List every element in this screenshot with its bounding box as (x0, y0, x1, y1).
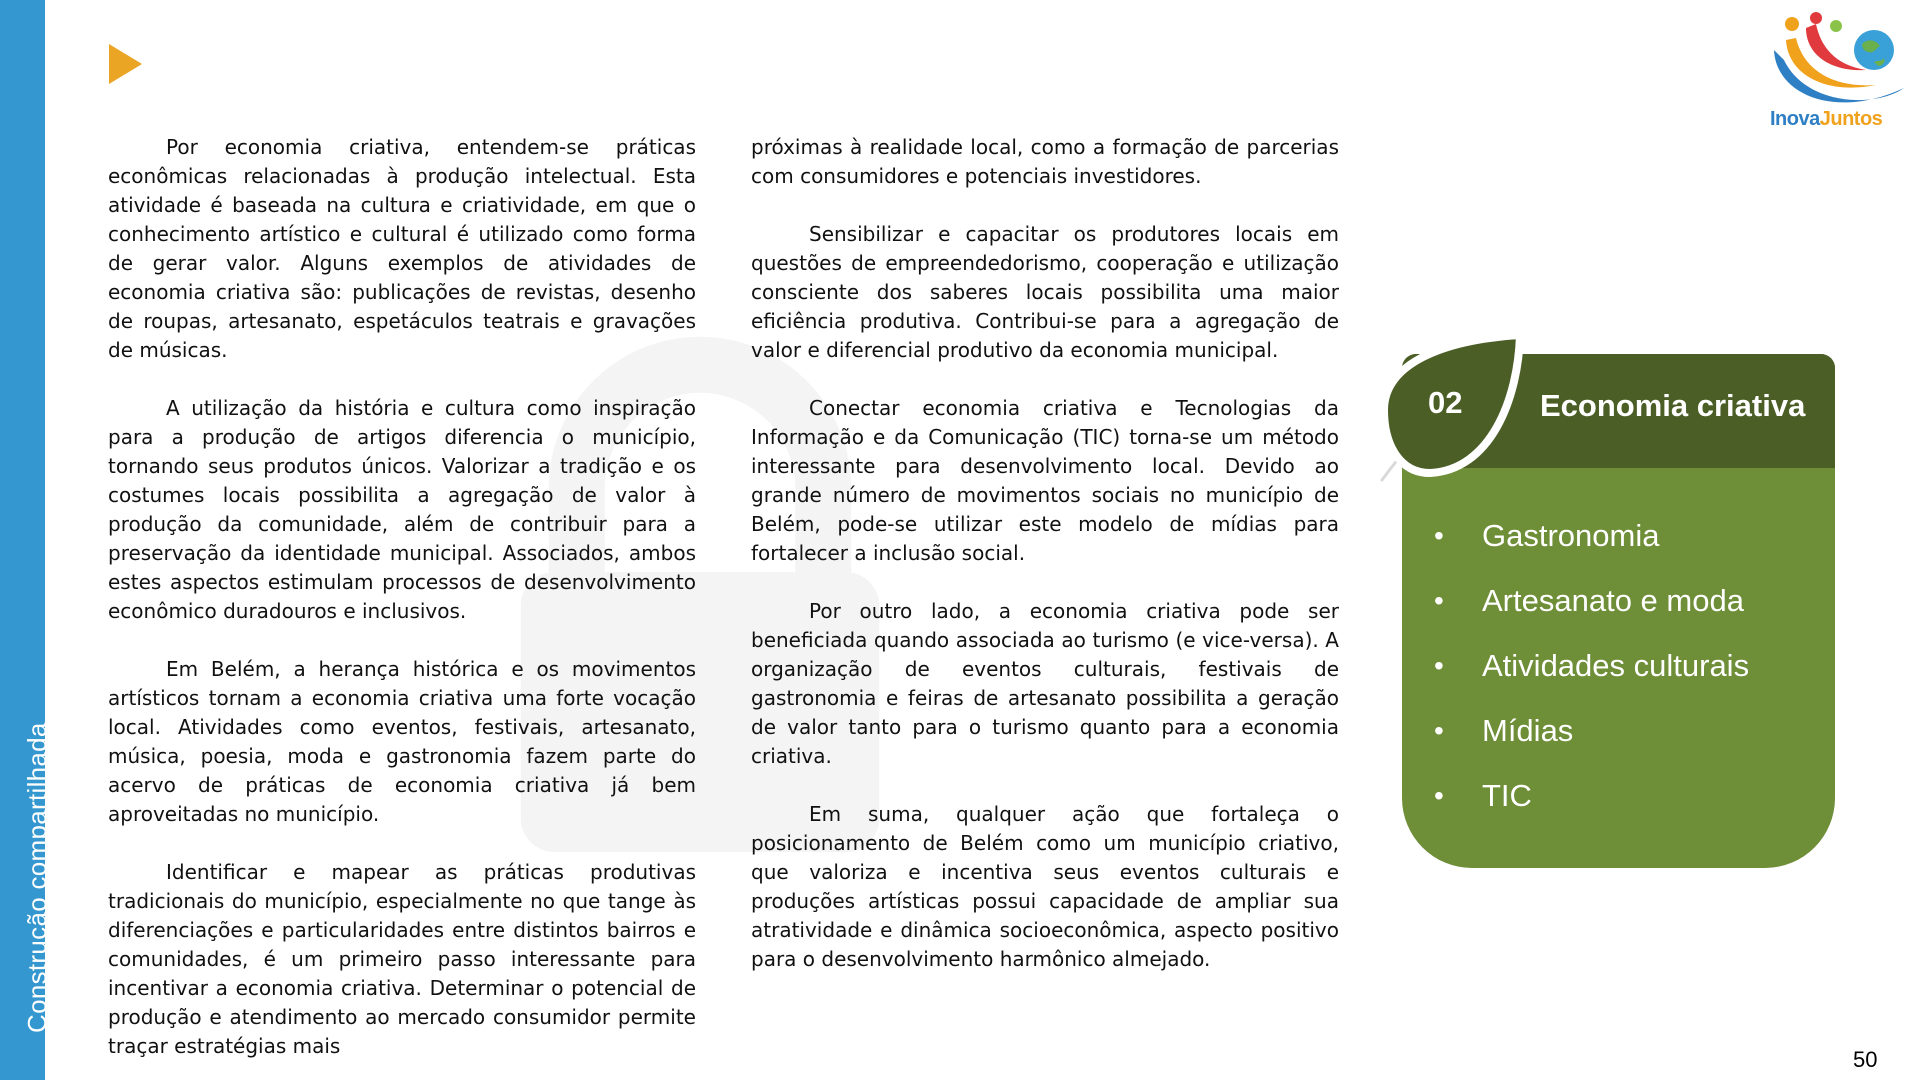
list-item: • Gastronomia (1434, 510, 1749, 575)
list-item: • Mídias (1434, 705, 1749, 770)
text-column-right (751, 133, 1339, 1003)
paragraph: A utilização da história e cultura como inspiração para a produção de artigos diferencia o município, tornando seus produtos únicos. Valorizar a tradição e os costumes locais possibilita a agregação de valor à produção da comunidade, além de contribuir para a preservação da identidade municipal. Associados, ambos estes aspectos estimulam processos de desenvolvimento econômico duradouros e inclusivos. (108, 396, 696, 623)
paragraph: Sensibilizar e capacitar os produtores locais em questões de empreendedorismo, cooperação e utilização consciente dos saberes locais possibilita uma maior eficiência produtiva. Contribui-se para a agregação de valor e diferencial produtivo da economia municipal. (751, 222, 1339, 362)
text-column-left (108, 133, 696, 1090)
sidebar-label: Construção compartilhada (22, 722, 52, 1033)
logo-text-inova: Inova (1770, 108, 1820, 130)
page-number: 50 (1853, 1047, 1878, 1072)
list-item: • Artesanato e moda (1434, 575, 1749, 640)
paragraph: Por outro lado, a economia criativa pode ser beneficiada quando associada ao turismo (e vice-versa). A organização de eventos culturais, festivais de gastronomia e feiras de artesanato possibilita a geração de valor tanto para o turismo quanto para a economia criativa. (751, 599, 1339, 768)
paragraph: Identificar e mapear as práticas produtivas tradicionais do município, especialmente no que tange às diferenciações e particularidades entre distintos bairros e comunidades, é um primeiro passo interessante para incentivar a economia criativa. Determinar o potencial de produção e atendimento ao mercado consumidor permite traçar estratégias mais (108, 860, 696, 1058)
paragraph: Em Belém, a herança histórica e os movimentos artísticos tornam a economia criativa uma forte vocação local. Atividades como eventos, festivais, artesanato, música, poesia, moda e gastronomia fazem parte do acervo de práticas de economia criativa já bem aproveitadas no município. (108, 657, 696, 826)
paragraph: Por economia criativa, entendem-se práticas econômicas relacionadas à produção intelectual. Esta atividade é baseada na cultura e criatividade, em que o conhecimento artístico e cultural é utilizado como forma de gerar valor. Alguns exemplos de atividades de economia criativa são: publicações de revistas, desenho de roupas, artesanato, espetáculos teatrais e gravações de músicas. (108, 135, 696, 362)
topic-number: 02 (1428, 385, 1463, 420)
topic-list (1434, 510, 1749, 835)
paragraph: Conectar economia criativa e Tecnologias da Informação e da Comunicação (TIC) torna-se um método interessante para desenvolvimento local. Devido ao grande número de movimentos sociais no município de Belém, pode-se utilizar este modelo de mídias para fortalecer a inclusão social. (751, 396, 1339, 565)
sidebar (0, 0, 52, 1080)
list-item: • TIC (1434, 770, 1749, 835)
logo-wordmark (1770, 108, 1882, 131)
paragraph: Em suma, qualquer ação que fortaleça o posicionamento de Belém como um município criativo, que valoriza e incentiva seus eventos culturais e produções artísticas possui capacidade de ampliar sua atratividade e dinâmica socioeconômica, aspecto positivo para o desenvolvimento harmônico almejado. (751, 802, 1339, 971)
paragraph: próximas à realidade local, como a formação de parcerias com consumidores e potenciais investidores. (751, 135, 1339, 188)
arrow-icon (109, 44, 142, 84)
list-item: • Atividades culturais (1434, 640, 1749, 705)
logo-text-juntos: Juntos (1819, 108, 1883, 130)
topic-card-title: Economia criativa (1540, 388, 1806, 423)
